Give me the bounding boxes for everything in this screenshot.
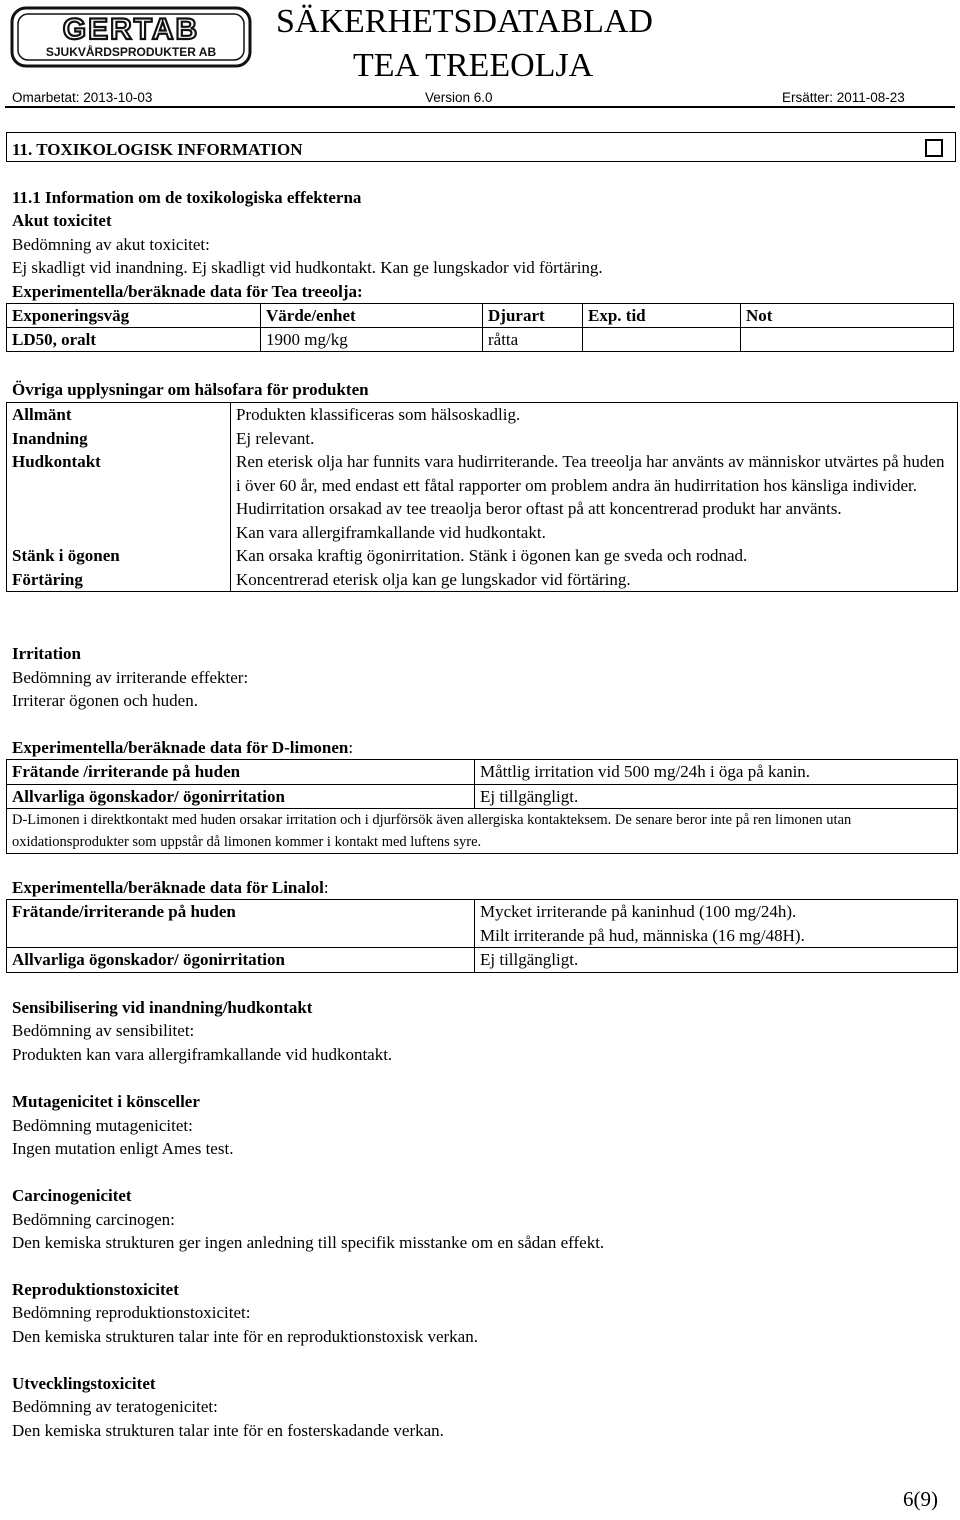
row-label: Stänk i ögonen [7, 544, 231, 568]
row-text: Ren eterisk olja har funnits vara hudirriterande. Tea treeolja har använts av människor utvärtes på huden i över 60 år, med endast ett fåtal rapporter om problem andra än hudirritation hos känsliga individer. Hudirritation orsakad av tee treaolja beror oftast på att koncentrerad produkt har använts. [236, 452, 945, 518]
row-label: Inandning [7, 427, 231, 451]
table-cell: LD50, oralt [7, 328, 261, 352]
table-row [7, 450, 958, 544]
irritation-text: Irriterar ögonen och huden. [12, 691, 198, 710]
carcinogenicity-text: Den kemiska strukturen ger ingen anledning till specifik misstanke om en sådan effekt. [12, 1233, 605, 1252]
reproductive-heading: Reproduktionstoxicitet [12, 1280, 179, 1299]
reproductive-text: Den kemiska strukturen talar inte för en reproduktionstoxisk verkan. [12, 1327, 478, 1346]
mutagenicity-text: Ingen mutation enligt Ames test. [12, 1139, 234, 1158]
table-cell [583, 328, 741, 352]
dlimonene-note: D-Limonen i direktkontakt med huden orsakar irritation och i djurförsök även allergiska kontakteksem. De senare beror inte på ren limonen utan oxidationsprodukter som uppstår då limonen kommer i kontakt med luftens syre. [12, 812, 852, 850]
table-row [7, 427, 958, 451]
experimental-data-heading: Experimentella/beräknade data för Tea treeolja: [12, 282, 363, 301]
replaces-date: Ersätter: 2011-08-23 [782, 90, 905, 105]
row-text: Kan orsaka kraftig ögonirritation. Stänk i ögonen kan ge sveda och rodnad. [236, 546, 748, 565]
table-row [7, 328, 954, 352]
dlimonene-heading [12, 736, 353, 760]
mutagenicity-heading: Mutagenicitet i könsceller [12, 1092, 200, 1111]
row-label: Förtäring [7, 568, 231, 592]
irritation-heading: Irritation [12, 644, 81, 663]
row-label: Allvarliga ögonskador/ ögonirritation [7, 784, 475, 809]
product-name: TEA TREEOLJA [353, 47, 594, 84]
acute-toxicity-heading: Akut toxicitet [12, 211, 112, 230]
row-label: Hudkontakt [7, 450, 231, 544]
developmental-heading: Utvecklingstoxicitet [12, 1374, 156, 1393]
subsection-heading: 11.1 Information om de toxikologiska effekterna [12, 188, 362, 207]
dlimonene-heading-text: Experimentella/beräknade data för D-limonen [12, 738, 349, 757]
row-text: Koncentrerad eterisk olja kan ge lungskador vid förtäring. [236, 569, 631, 589]
page-number: 6(9) [903, 1487, 938, 1511]
table-row [7, 403, 958, 427]
acute-assessment-label: Bedömning av akut toxicitet: [12, 235, 210, 254]
svg-text:GERTAB: GERTAB [62, 13, 200, 46]
row-label: Allmänt [7, 403, 231, 427]
table-row [7, 948, 958, 973]
table-row [7, 544, 958, 568]
document-title: SÄKERHETSDATABLAD [276, 3, 653, 40]
row-text: Produkten klassificeras som hälsoskadlig. [236, 405, 521, 424]
linalol-heading [12, 876, 329, 900]
table-cell [741, 328, 954, 352]
table-header-cell: Exp. tid [583, 304, 741, 328]
row-value: Måttlig irritation vid 500 mg/24h i öga på kanin. [475, 760, 958, 785]
heading-colon: : [323, 878, 329, 897]
row-text: Ej relevant. [236, 428, 315, 448]
reproductive-label: Bedömning reproduktionstoxicitet: [12, 1303, 251, 1322]
row-label: Frätande /irriterande på huden [7, 760, 475, 785]
table-row [7, 809, 958, 854]
row-value: Ej tillgängligt. [480, 950, 579, 969]
row-value: Ej tillgängligt. [475, 784, 958, 809]
acute-toxicity-table [6, 303, 954, 352]
sensitization-heading: Sensibilisering vid inandning/hudkontakt [12, 998, 313, 1017]
header-divider [5, 106, 955, 108]
table-cell: råtta [483, 328, 583, 352]
other-info-heading: Övriga upplysningar om hälsofara för produkten [12, 380, 369, 399]
health-hazard-table [6, 402, 958, 592]
sensitization-label: Bedömning av sensibilitet: [12, 1021, 195, 1040]
table-row [7, 760, 958, 785]
mutagenicity-label: Bedömning mutagenicitet: [12, 1116, 193, 1135]
row-text-block [231, 450, 958, 544]
version-label: Version 6.0 [425, 90, 493, 105]
linalol-heading-text: Experimentella/beräknade data för Linalol [12, 878, 324, 897]
table-header-cell: Not [741, 304, 954, 328]
row-label: Allvarliga ögonskador/ ögonirritation [7, 948, 475, 973]
company-logo [10, 6, 252, 68]
row-value: Milt irriterande på hud, människa (16 mg/48H). [480, 925, 805, 945]
carcinogenicity-label: Bedömning carcinogen: [12, 1210, 175, 1229]
checkbox-icon [925, 139, 943, 157]
table-header-cell: Värde/enhet [261, 304, 483, 328]
row-text: Kan vara allergiframkallande vid hudkontakt. [236, 522, 546, 542]
table-row [7, 568, 958, 592]
heading-colon: : [348, 738, 354, 757]
irritation-label: Bedömning av irriterande effekter: [12, 668, 249, 687]
table-row [7, 784, 958, 809]
table-row [7, 900, 958, 948]
revised-date: Omarbetat: 2013-10-03 [12, 90, 153, 105]
row-label: Frätande/irriterande på huden [7, 900, 475, 948]
developmental-label: Bedömning av teratogenicitet: [12, 1397, 218, 1416]
section-title: 11. TOXIKOLOGISK INFORMATION [12, 140, 303, 159]
table-cell: 1900 mg/kg [261, 328, 483, 352]
table-header-cell: Exponeringsväg [7, 304, 261, 328]
row-value: Mycket irriterande på kaninhud (100 mg/24h). [480, 902, 797, 921]
acute-assessment-text: Ej skadligt vid inandning. Ej skadligt vid hudkontakt. Kan ge lungskador vid förtäring. [12, 258, 603, 277]
carcinogenicity-heading: Carcinogenicitet [12, 1186, 132, 1205]
dlimonene-table [6, 759, 958, 854]
developmental-text: Den kemiska strukturen talar inte för en fosterskadande verkan. [12, 1421, 444, 1440]
sensitization-text: Produkten kan vara allergiframkallande vid hudkontakt. [12, 1045, 393, 1064]
linalol-table [6, 899, 958, 973]
row-value-block [475, 900, 958, 948]
table-header-cell: Djurart [483, 304, 583, 328]
svg-text:SJUKVÅRDSPRODUKTER AB: SJUKVÅRDSPRODUKTER AB [45, 45, 217, 59]
table-header-row [7, 304, 954, 328]
